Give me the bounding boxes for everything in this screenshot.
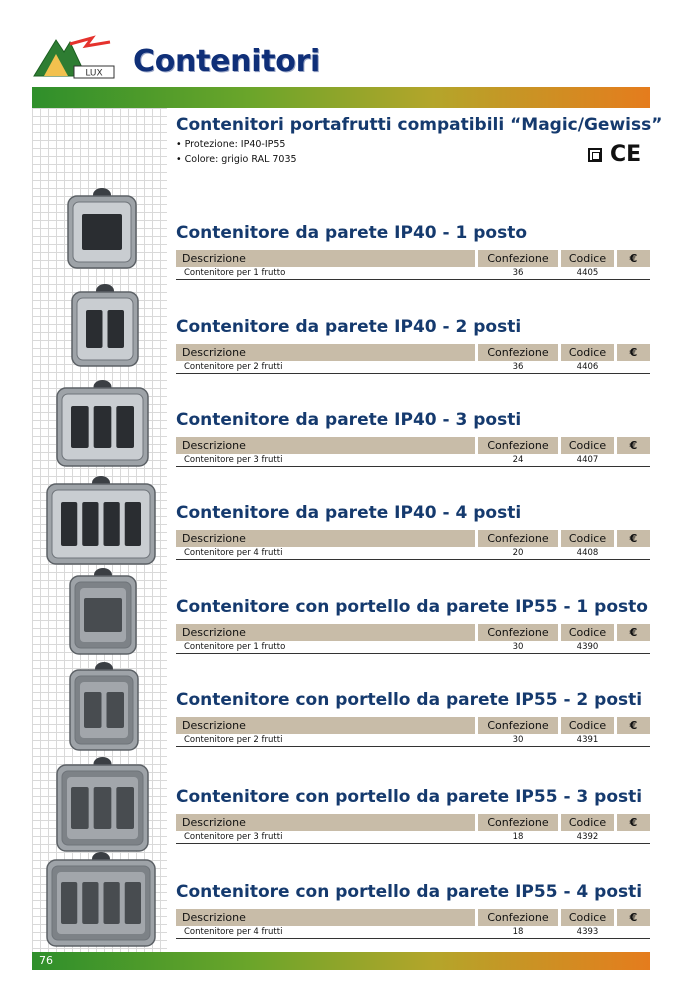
intro-title: Contenitori portafrutti compatibili “Magic/Gewiss” (176, 115, 663, 135)
col-price: € (617, 250, 650, 267)
col-description: Descrizione (176, 814, 475, 831)
col-package: Confezione (478, 437, 558, 454)
cell-package: 36 (512, 362, 524, 372)
col-description: Descrizione (176, 344, 475, 361)
enclosure-image (68, 660, 140, 752)
enclosure-image (45, 850, 157, 948)
product-section (176, 786, 650, 844)
cell-code: 4390 (576, 642, 599, 652)
table-row (176, 547, 650, 560)
section-title: Contenitore con portello da parete IP55 - 4 posti (176, 882, 643, 902)
col-code: Codice (561, 717, 614, 734)
svg-text:LUX: LUX (85, 68, 103, 79)
cell-package: 24 (512, 455, 524, 465)
col-price: € (617, 530, 650, 547)
cell-description: Contenitore per 1 frutto (184, 642, 286, 652)
enclosure-image (45, 474, 157, 566)
col-package: Confezione (478, 344, 558, 361)
spec-item: • Protezione: IP40-IP55 (176, 137, 297, 152)
col-description: Descrizione (176, 717, 475, 734)
footer-color-band (32, 952, 650, 970)
table-header (176, 624, 650, 641)
page-number: 76 (39, 954, 53, 967)
col-price: € (617, 344, 650, 361)
col-code: Codice (561, 530, 614, 547)
cell-price (617, 454, 650, 466)
product-section (176, 409, 650, 467)
section-title: Contenitore da parete IP40 - 3 posti (176, 410, 522, 430)
cell-description: Contenitore per 4 frutti (184, 927, 283, 937)
section-title: Contenitore da parete IP40 - 2 posti (176, 317, 522, 337)
col-code: Codice (561, 250, 614, 267)
cell-package: 20 (512, 548, 524, 558)
cell-package: 18 (512, 927, 524, 937)
col-price: € (617, 909, 650, 926)
cell-package: 30 (512, 735, 524, 745)
cell-description: Contenitore per 3 frutti (184, 832, 283, 842)
table-header (176, 717, 650, 734)
spec-item: • Colore: grigio RAL 7035 (176, 152, 297, 167)
col-code: Codice (561, 909, 614, 926)
col-description: Descrizione (176, 530, 475, 547)
table-header (176, 814, 650, 831)
section-title: Contenitore con portello da parete IP55 - 3 posti (176, 787, 643, 807)
page-title: Contenitori (133, 44, 321, 79)
cell-description: Contenitore per 3 frutti (184, 455, 283, 465)
section-title: Contenitore da parete IP40 - 1 posto (176, 223, 528, 243)
table-row (176, 734, 650, 747)
cell-code: 4405 (576, 268, 599, 278)
table-row (176, 361, 650, 374)
col-code: Codice (561, 344, 614, 361)
col-description: Descrizione (176, 909, 475, 926)
enclosure-image (55, 378, 150, 468)
table-row (176, 454, 650, 467)
product-section (176, 316, 650, 374)
ce-mark: CE (610, 142, 642, 167)
col-price: € (617, 717, 650, 734)
product-section (176, 222, 650, 280)
spec-list (176, 137, 297, 167)
col-code: Codice (561, 814, 614, 831)
cell-code: 4391 (576, 735, 599, 745)
header-color-band (32, 87, 650, 108)
col-package: Confezione (478, 530, 558, 547)
enclosure-image (68, 566, 138, 656)
col-code: Codice (561, 624, 614, 641)
cell-description: Contenitore per 2 frutti (184, 362, 283, 372)
col-price: € (617, 624, 650, 641)
col-package: Confezione (478, 814, 558, 831)
col-price: € (617, 437, 650, 454)
enclosure-image (55, 755, 150, 853)
col-description: Descrizione (176, 624, 475, 641)
table-header (176, 344, 650, 361)
cell-description: Contenitore per 1 frutto (184, 268, 286, 278)
col-package: Confezione (478, 717, 558, 734)
cell-price (617, 926, 650, 938)
cell-code: 4407 (576, 455, 599, 465)
cell-description: Contenitore per 2 frutti (184, 735, 283, 745)
cell-price (617, 361, 650, 373)
section-title: Contenitore da parete IP40 - 4 posti (176, 503, 522, 523)
table-row (176, 926, 650, 939)
cell-package: 18 (512, 832, 524, 842)
cell-price (617, 831, 650, 843)
cell-price (617, 641, 650, 653)
double-insulation-icon (588, 148, 602, 162)
cell-price (617, 734, 650, 746)
col-code: Codice (561, 437, 614, 454)
cell-code: 4392 (576, 832, 599, 842)
table-row (176, 267, 650, 280)
enclosure-image (66, 186, 138, 270)
cell-code: 4393 (576, 927, 599, 937)
col-package: Confezione (478, 624, 558, 641)
table-row (176, 641, 650, 654)
product-section (176, 689, 650, 747)
cell-code: 4406 (576, 362, 599, 372)
product-section (176, 881, 650, 939)
col-package: Confezione (478, 909, 558, 926)
col-description: Descrizione (176, 250, 475, 267)
section-title: Contenitore con portello da parete IP55 - 2 posti (176, 690, 643, 710)
table-header (176, 530, 650, 547)
col-description: Descrizione (176, 437, 475, 454)
cell-description: Contenitore per 4 frutti (184, 548, 283, 558)
table-header (176, 437, 650, 454)
enclosure-image (70, 282, 140, 368)
cell-package: 30 (512, 642, 524, 652)
table-header (176, 250, 650, 267)
cell-price (617, 547, 650, 559)
cell-code: 4408 (576, 548, 599, 558)
col-package: Confezione (478, 250, 558, 267)
section-title: Contenitore con portello da parete IP55 - 1 posto (176, 597, 648, 617)
product-section (176, 502, 650, 560)
product-section (176, 596, 650, 654)
certification-marks (588, 142, 641, 167)
table-header (176, 909, 650, 926)
col-price: € (617, 814, 650, 831)
cell-price (617, 267, 650, 279)
table-row (176, 831, 650, 844)
brand-logo (30, 30, 122, 82)
cell-package: 36 (512, 268, 524, 278)
